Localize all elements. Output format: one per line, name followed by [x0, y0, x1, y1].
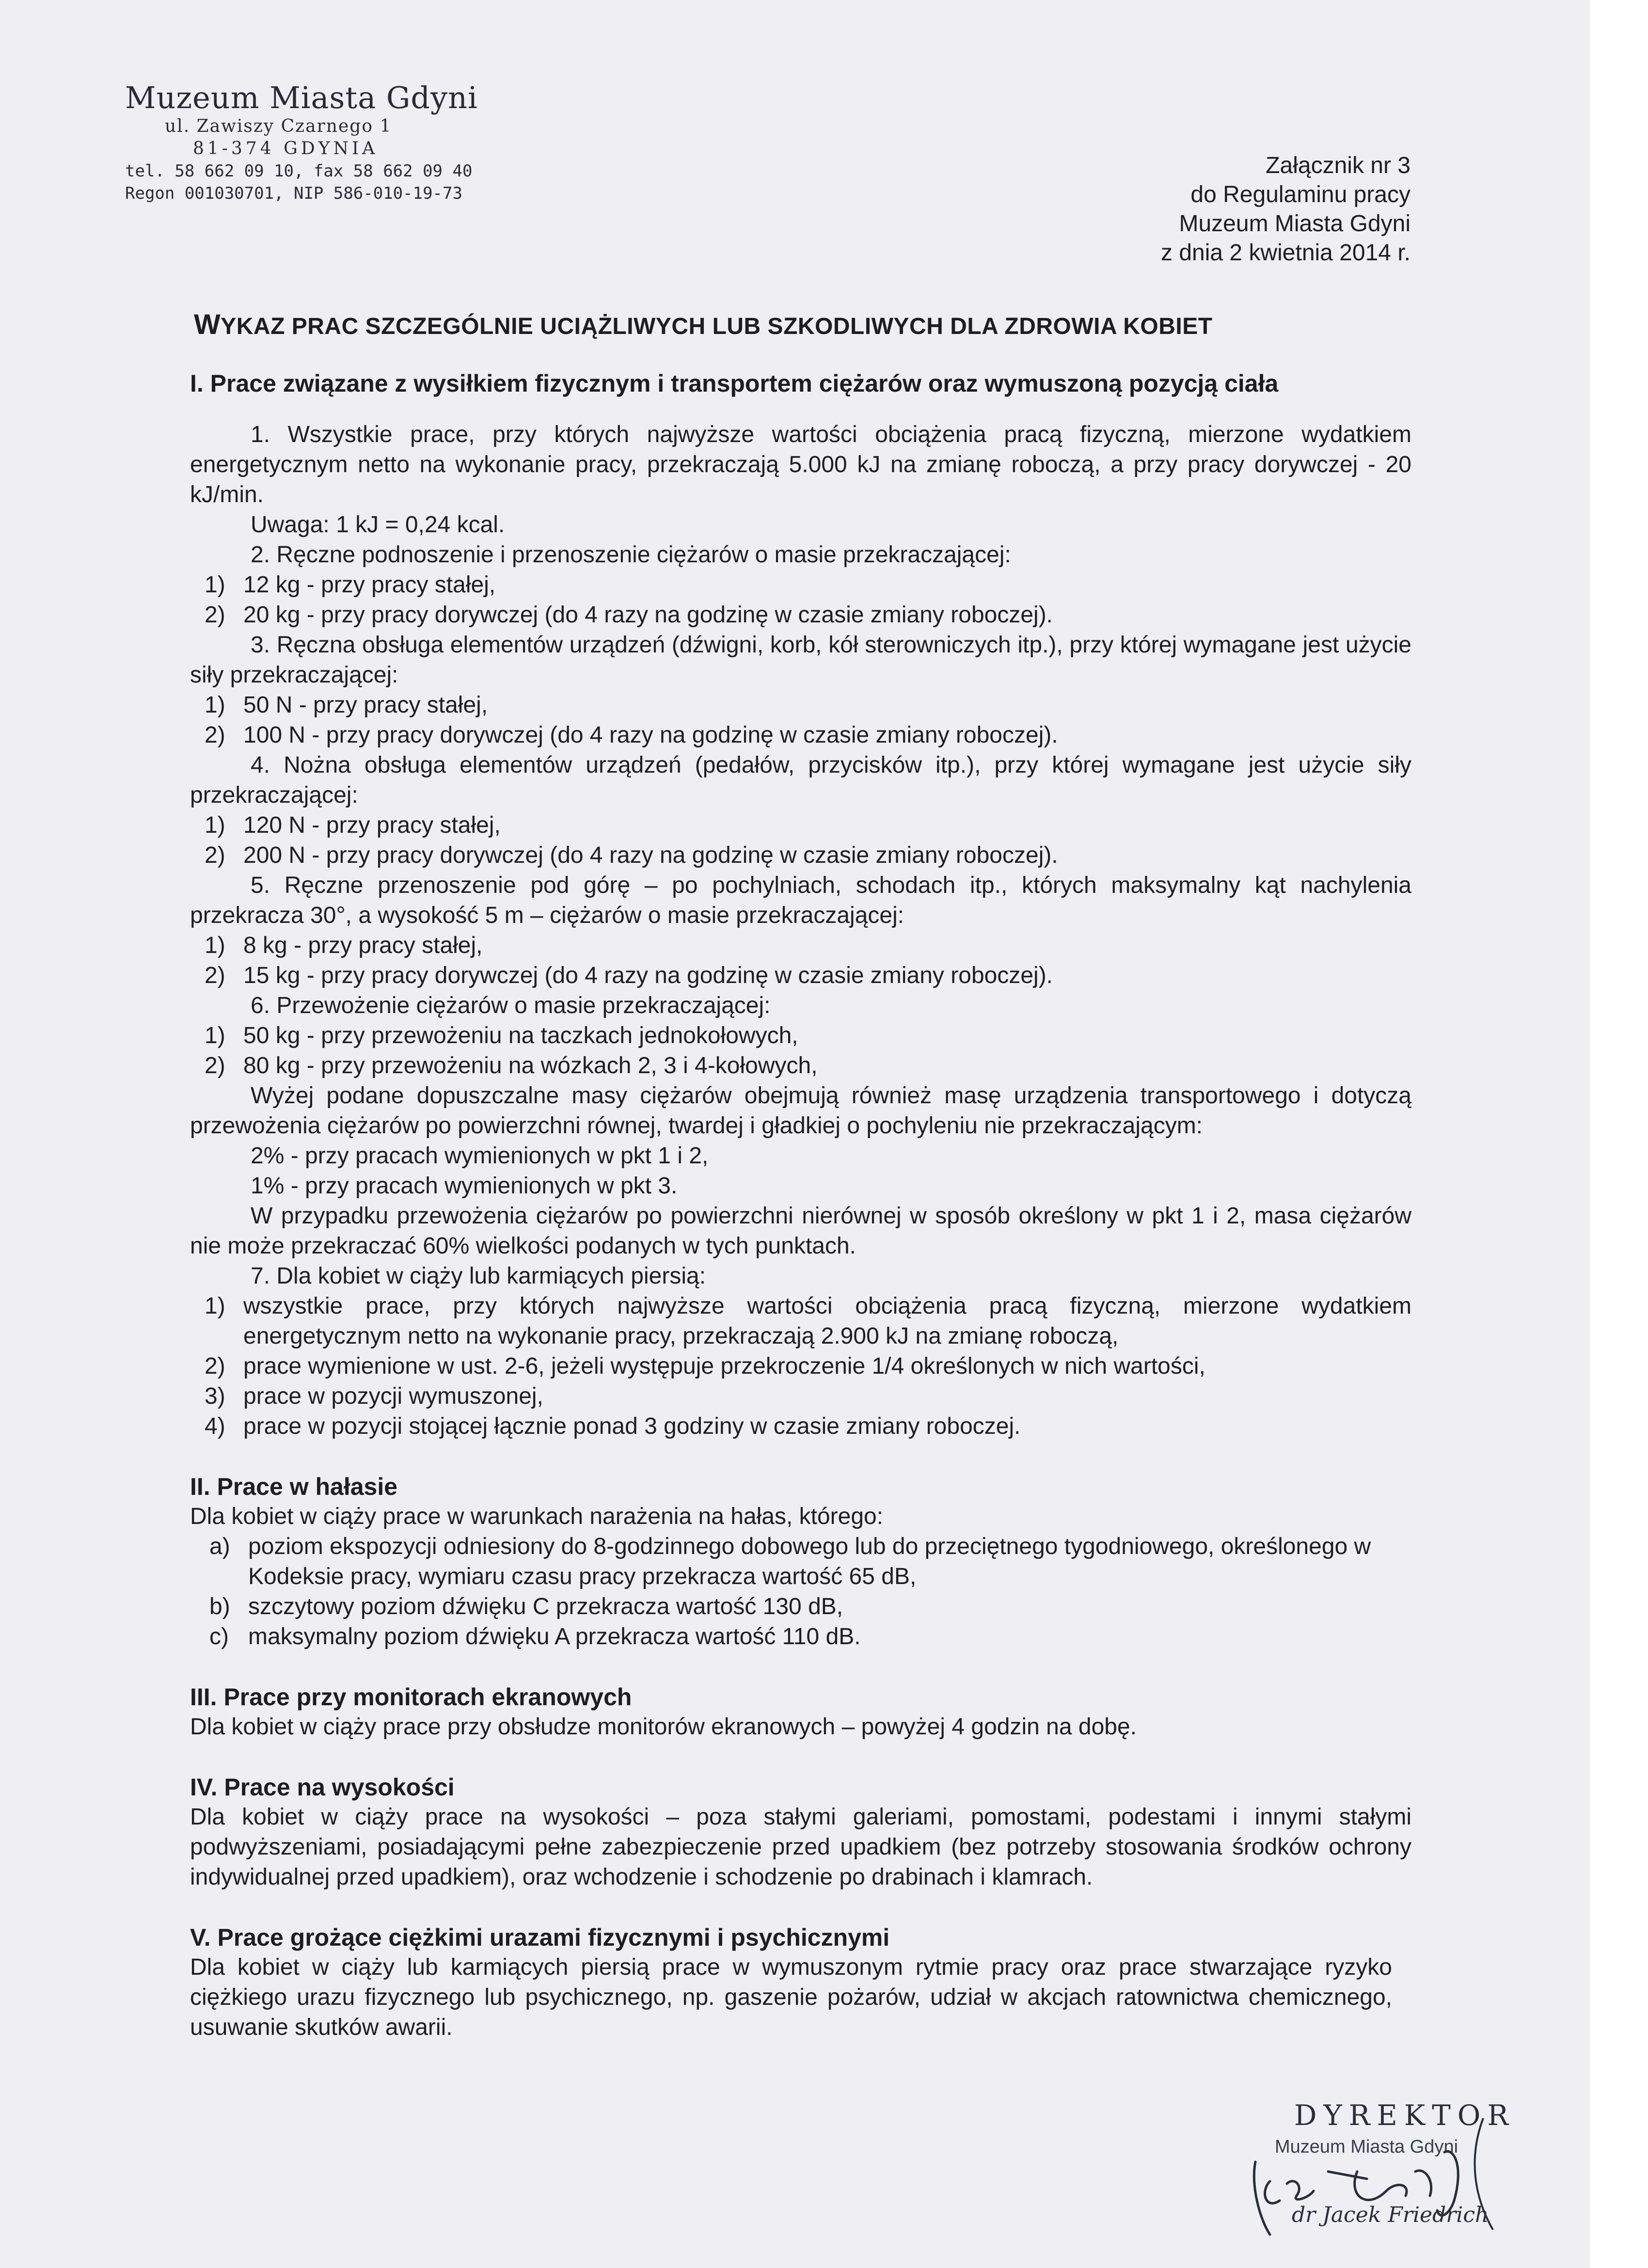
annex-line-3: Muzeum Miasta Gdyni	[1179, 211, 1410, 237]
list-item: 1) 120 N - przy pracy stałej,	[205, 812, 501, 838]
list-item: 1) 12 kg - przy pracy stałej,	[205, 572, 496, 598]
section-4-heading: IV. Prace na wysokości	[190, 1774, 455, 1801]
list-item: 2) 200 N - przy pracy dorywczej (do 4 razy na godzinę w czasie zmiany roboczej).	[205, 842, 1058, 868]
section-1-heading: I. Prace związane z wysiłkiem fizycznym i transportem ciężarów oraz wymuszoną pozycją ciała	[190, 370, 1279, 397]
document-body	[190, 368, 1411, 2043]
s5-text: Dla kobiet w ciąży lub karmiących piersią prace w wymuszonym rytmie pracy oraz prace stwarzające ryzyko ciężkiego urazu fizycznego lub psychicznego, np. gaszenie pożarów, udział w akcjach ratownictwa chemicznego, usuwanie skutków awarii.	[190, 1954, 1392, 2040]
annex-line-4: z dnia 2 kwietnia 2014 r.	[1161, 240, 1410, 266]
s1-point-6-note: Wyżej podane dopuszczalne masy ciężarów obejmują również masę urządzenia transportowego i dotyczą przewożenia ciężarów po powierzchni równej, twardej i gładkiej o pochyleniu nie przekraczającym:	[190, 1083, 1411, 1139]
museum-name: Muzeum Miasta Gdyni	[125, 80, 478, 115]
s1-note: Uwaga: 1 kJ = 0,24 kcal.	[251, 512, 505, 538]
s4-text: Dla kobiet w ciąży prace na wysokości – poza stałymi galeriami, pomostami, podestami i innymi stałymi podwyższeniami, posiadającymi pełne zabezpieczenie przed upadkiem (bez potrzeby stosowania środków ochrony indywidualnej przed upadkiem), oraz wchodzenie i schodzenie po drabinach i klamrach.	[190, 1804, 1411, 1890]
document-title	[194, 308, 1213, 341]
s1-point-6-note-2: W przypadku przewożenia ciężarów po powierzchni nierównej w sposób określony w pkt 1 i 2, masa ciężarów nie może przekraczać 60% wielkości podanych w tych punktach.	[190, 1203, 1411, 1259]
section-2-heading: II. Prace w hałasie	[190, 1473, 398, 1500]
list-item: 1) 50 kg - przy przewożeniu na taczkach jednokołowych,	[205, 1023, 798, 1048]
list-item: 1) wszystkie prace, przy których najwyższe wartości obciążenia pracą fizyczną, mierzone wydatkiem energetycznym netto na wykonanie pracy, przekraczają 2.900 kJ na zmianę roboczą,	[205, 1293, 1411, 1349]
museum-street: ul. Zawiszy Czarnego 1	[165, 116, 392, 136]
museum-city: 81-374 GDYNIA	[193, 139, 379, 159]
title-rest: YKAZ PRAC SZCZEGÓLNIE UCIĄŻLIWYCH LUB SZKODLIWYCH DLA ZDROWIA KOBIET	[221, 314, 1213, 339]
section-5-heading: V. Prace grożące ciężkimi urazami fizycznymi i psychicznymi	[190, 1924, 890, 1951]
s1-point-6: 6. Przewożenie ciężarów o masie przekraczającej:	[251, 993, 771, 1018]
s1-point-1: 1. Wszystkie prace, przy których najwyższe wartości obciążenia pracą fizyczną, mierzone wydatkiem energetycznym netto na wykonanie pracy, przekraczają 5.000 kJ na zmianę roboczą, a przy pracy dorywczej - 20 kJ/min.	[190, 422, 1411, 508]
museum-regon: Regon 001030701, NIP 586-010-19-73	[125, 184, 462, 203]
s3-text: Dla kobiet w ciąży prace przy obsłudze monitorów ekranowych – powyżej 4 godzin na dobę.	[190, 1714, 1137, 1740]
s2-intro: Dla kobiet w ciąży prace w warunkach narażenia na hałas, którego:	[190, 1504, 884, 1529]
director-name: dr Jacek Friedrich	[1292, 2203, 1489, 2227]
s1-point-2: 2. Ręczne podnoszenie i przenoszenie ciężarów o masie przekraczającej:	[251, 542, 1011, 568]
museum-header-stamp	[125, 80, 493, 205]
handwritten-signature-icon	[1241, 2099, 1512, 2244]
director-title: DYREKTOR	[1294, 2099, 1516, 2132]
list-item: 2) 15 kg - przy pracy dorywczej (do 4 razy na godzinę w czasie zmiany roboczej).	[205, 963, 1053, 988]
list-item: b) szczytowy poziom dźwięku C przekracza wartość 130 dB,	[209, 1594, 843, 1619]
title-initial: W	[194, 309, 221, 340]
list-item: 2) 20 kg - przy pracy dorywczej (do 4 razy na godzinę w czasie zmiany roboczej).	[205, 602, 1053, 628]
list-item: 4) prace w pozycji stojącej łącznie ponad 3 godziny w czasie zmiany roboczej.	[205, 1413, 1021, 1439]
list-item: a) poziom ekspozycji odniesiony do 8-godzinnego dobowego lub do przeciętnego tygodniowego, określonego w Kodeksie pracy, wymiaru czasu pracy przekracza wartość 65 dB,	[209, 1534, 1371, 1589]
list-item: 2) 100 N - przy pracy dorywczej (do 4 razy na godzinę w czasie zmiany roboczej).	[205, 722, 1058, 748]
annex-line-2: do Regulaminu pracy	[1190, 182, 1410, 207]
list-item: c) maksymalny poziom dźwięku A przekracza wartość 110 dB.	[209, 1624, 861, 1649]
s1-point-5: 5. Ręczne przenoszenie pod górę – po pochylniach, schodach itp., których maksymalny kąt nachylenia przekracza 30°, a wysokość 5 m – ciężarów o masie przekraczającej:	[190, 872, 1411, 928]
list-item: 3) prace w pozycji wymuszonej,	[205, 1383, 543, 1409]
scan-margin	[1590, 0, 1648, 2268]
annex-line-1: Załącznik nr 3	[1266, 153, 1410, 178]
s1-point-3: 3. Ręczna obsługa elementów urządzeń (dźwigni, korb, kół sterowniczych itp.), przy której wymagane jest użycie siły przekraczającej:	[190, 632, 1411, 688]
s1-pct-2: 1% - przy pracach wymienionych w pkt 3.	[251, 1173, 678, 1199]
director-museum: Muzeum Miasta Gdyni	[1275, 2137, 1458, 2157]
list-item: 1) 50 N - przy pracy stałej,	[205, 692, 488, 718]
museum-phone: tel. 58 662 09 10, fax 58 662 09 40	[125, 161, 473, 181]
s1-point-7: 7. Dla kobiet w ciąży lub karmiących piersią:	[251, 1263, 706, 1289]
section-3-heading: III. Prace przy monitorach ekranowych	[190, 1683, 632, 1711]
s1-point-4: 4. Nożna obsługa elementów urządzeń (pedałów, przycisków itp.), przy której wymagane jest użycie siły przekraczającej:	[190, 752, 1411, 808]
s1-pct-1: 2% - przy pracach wymienionych w pkt 1 i 2,	[251, 1143, 709, 1169]
list-item: 2) 80 kg - przy przewożeniu na wózkach 2, 3 i 4-kołowych,	[205, 1053, 818, 1078]
annex-note	[1161, 151, 1410, 268]
list-item: 1) 8 kg - przy pracy stałej,	[205, 933, 483, 958]
list-item: 2) prace wymienione w ust. 2-6, jeżeli występuje przekroczenie 1/4 określonych w nich wartości,	[205, 1353, 1205, 1379]
director-signature-stamp	[1241, 2099, 1516, 2244]
